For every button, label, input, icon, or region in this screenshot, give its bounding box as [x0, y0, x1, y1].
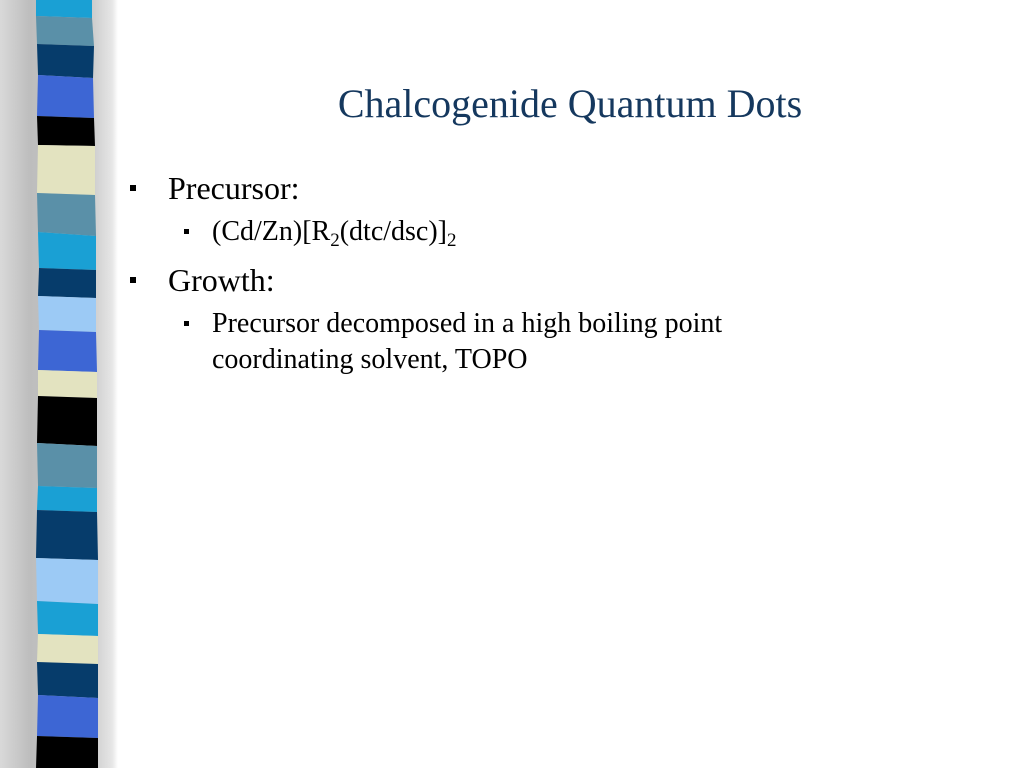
sub-bullet-formula	[128, 214, 888, 250]
sub-bullet-growth-detail	[128, 306, 888, 378]
slide-title: Chalcogenide Quantum Dots	[337, 81, 803, 126]
bullet-label: Precursor:	[168, 170, 300, 206]
slide-body	[128, 168, 888, 388]
growth-detail-line-1: Precursor decomposed in a high boiling point	[212, 308, 723, 339]
bullet-growth	[128, 260, 888, 300]
square-bullet-icon	[130, 185, 136, 191]
square-bullet-icon	[184, 229, 189, 234]
left-decorative-stripe	[0, 0, 118, 768]
square-bullet-icon	[130, 277, 136, 283]
growth-detail-line-2: coordinating solvent, TOPO	[212, 344, 528, 375]
bullet-label: Growth:	[168, 262, 275, 298]
formula-text: $(Cd/Zn)[R_2(dtc/dsc)]_2$	[212, 216, 457, 251]
bullet-precursor	[128, 168, 888, 208]
square-bullet-icon	[184, 321, 189, 326]
